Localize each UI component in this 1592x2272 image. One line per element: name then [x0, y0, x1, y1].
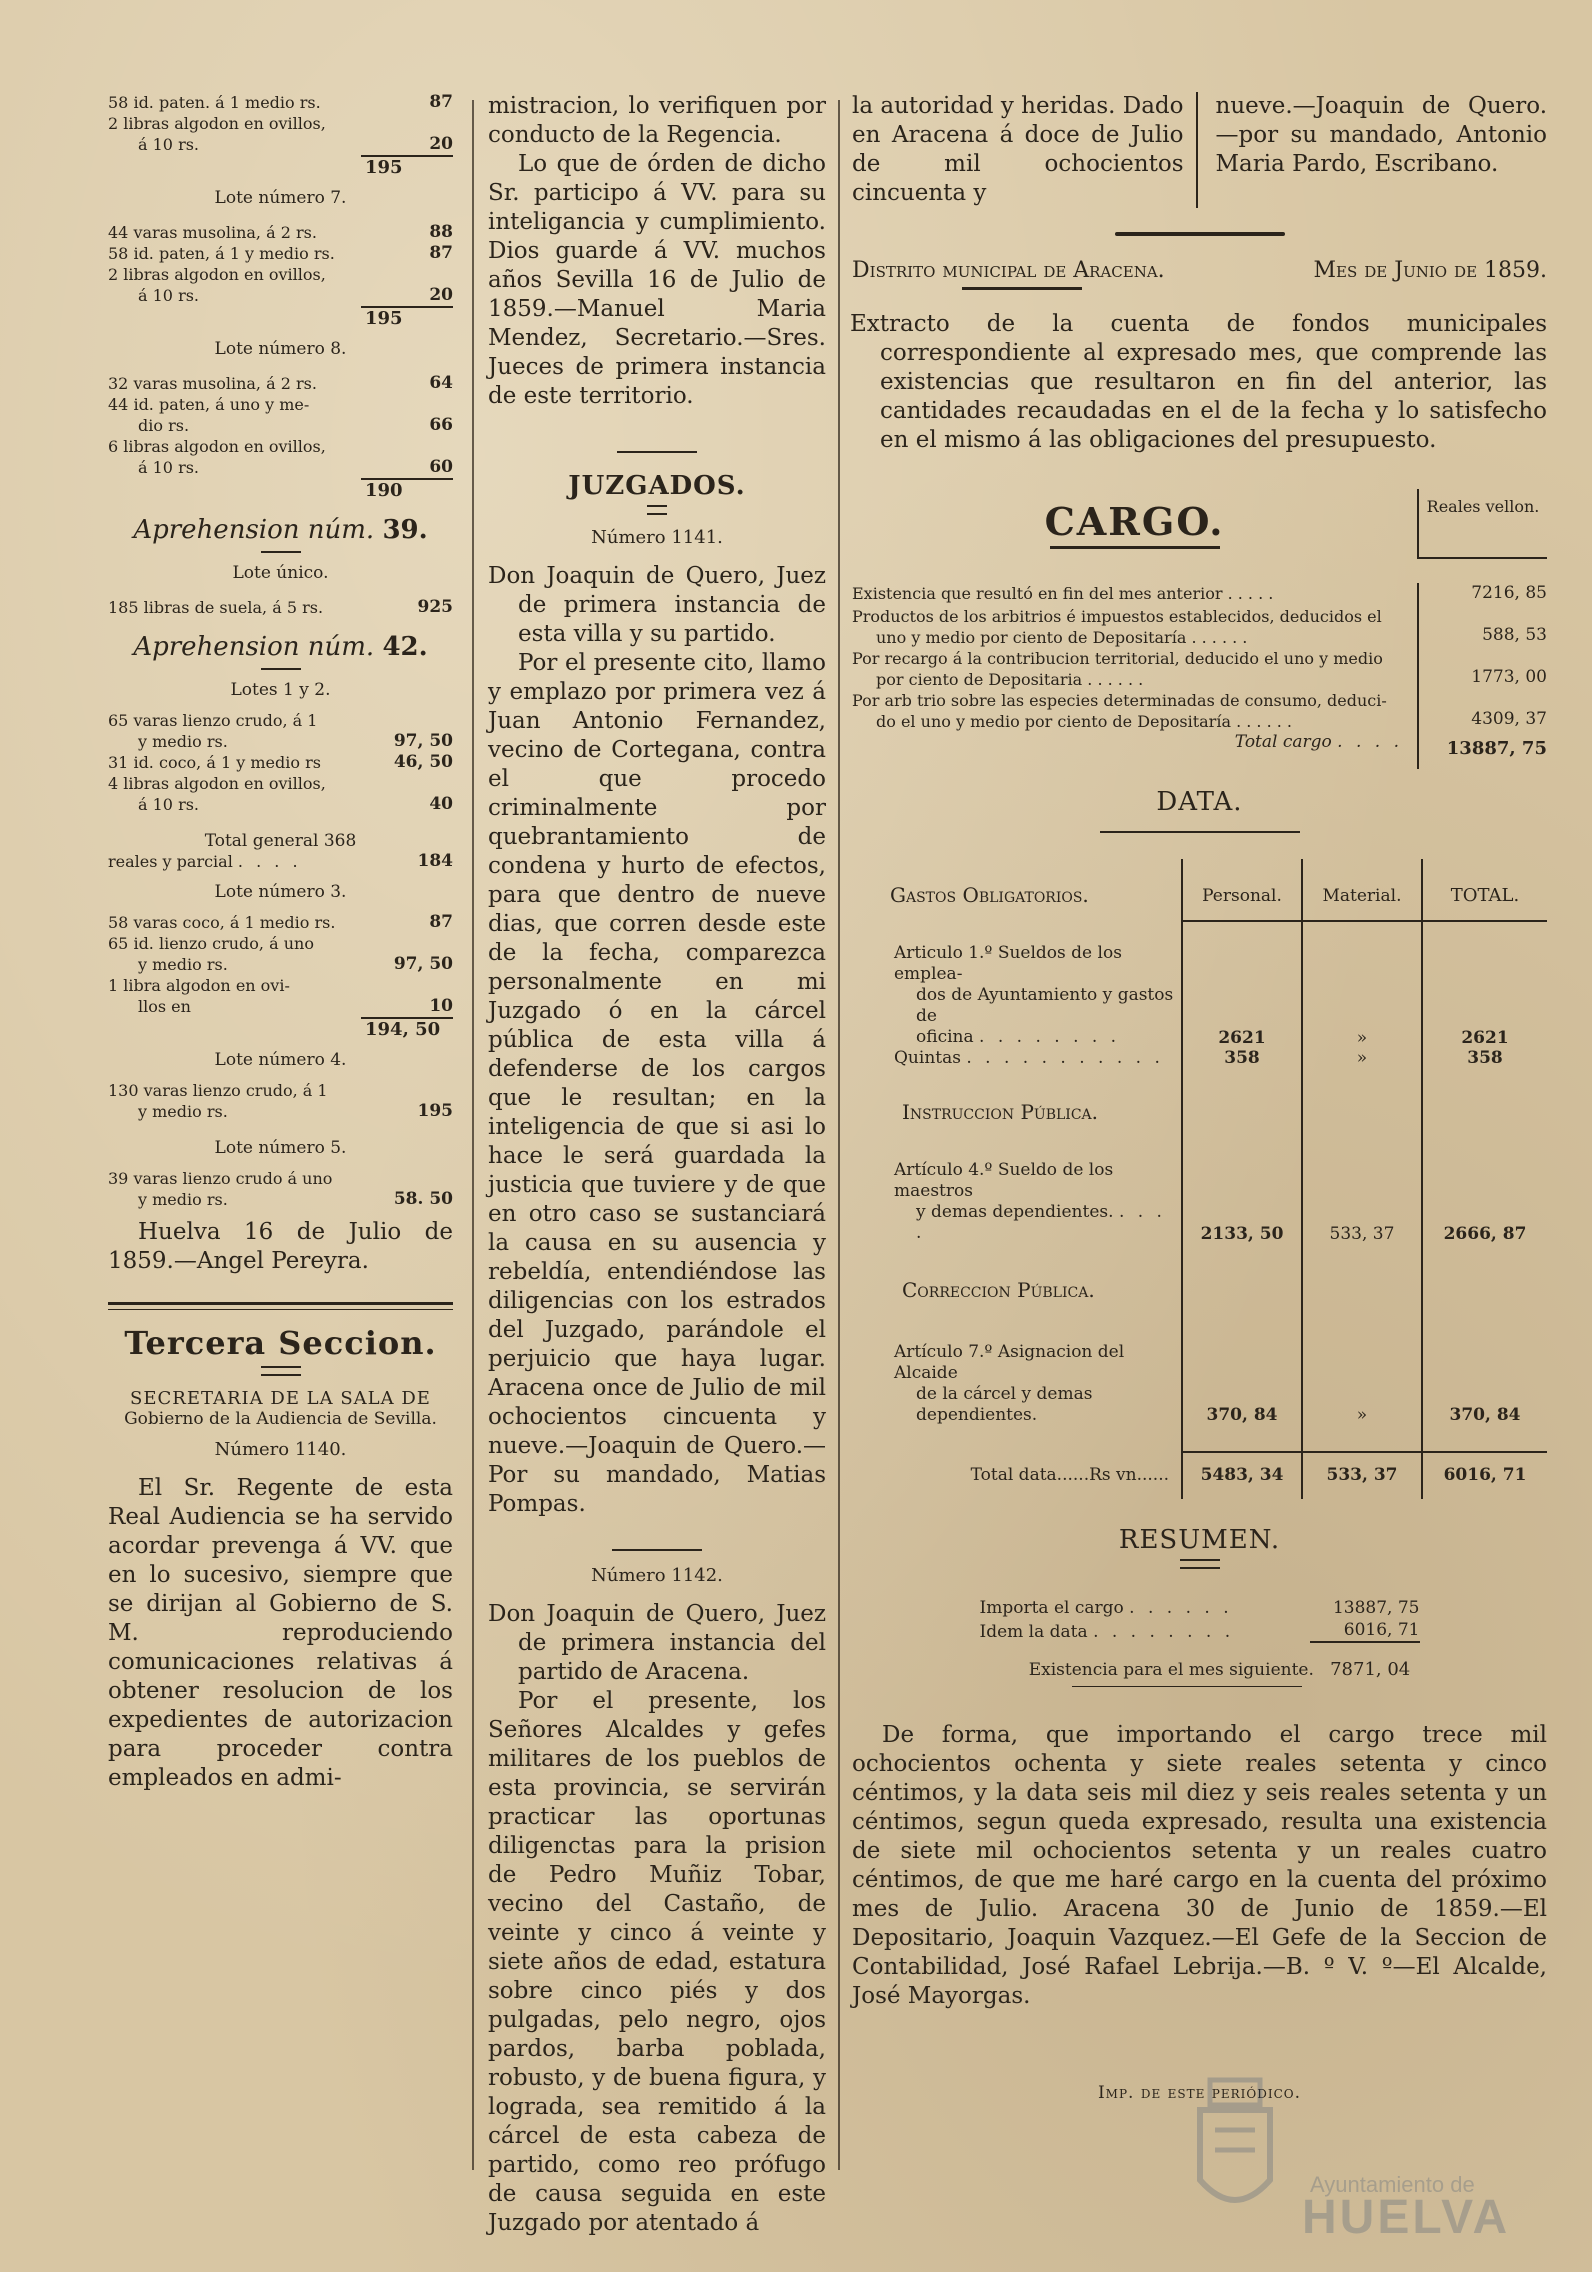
- item-desc: 4 libras algodon en ovillos,: [108, 774, 326, 793]
- item-desc: 65 id. lienzo crudo, á uno: [108, 934, 314, 953]
- list-item: [108, 1168, 453, 1189]
- instruccion-row: Instruccion Pública.: [852, 1068, 1547, 1160]
- cargo-value: 7216, 85: [1417, 583, 1547, 606]
- item-desc: 2 libras algodon en ovillos,: [108, 114, 326, 133]
- column-1: [108, 92, 453, 2212]
- item-desc: 44 id. paten, á uno y me-: [108, 395, 310, 414]
- divider: [647, 505, 667, 515]
- divider: [612, 1549, 702, 1551]
- cargo-desc: Productos de los arbitrios é impuestos establecidos, deducidos el uno y medio por ciento de Depositaría . . . . . .: [852, 607, 1382, 647]
- cargo-value: 588, 53: [1417, 606, 1547, 648]
- item-desc: 130 varas lienzo crudo, á 1: [108, 1081, 328, 1100]
- numero-1142: Número 1142.: [591, 1565, 723, 1586]
- data-title: DATA.: [1156, 787, 1243, 817]
- list-item: [108, 752, 453, 773]
- total-cargo-row: Total cargo . . . . 13887, 75: [852, 732, 1547, 769]
- item-value: 46, 50: [393, 752, 453, 772]
- item-desc: á 10 rs.: [138, 286, 200, 305]
- total-general-row: reales y parcial . . . . 184: [108, 851, 453, 871]
- item-desc: á 10 rs.: [138, 135, 200, 154]
- cargo-row: [852, 690, 1547, 732]
- list-item: [108, 1101, 453, 1122]
- aprehension-39: Aprehension núm. 39.: [133, 515, 428, 545]
- list-item: [108, 436, 453, 457]
- list-item: [108, 1189, 453, 1210]
- cargo-row: [852, 583, 1547, 606]
- section-title: Tercera Seccion.: [124, 1324, 437, 1362]
- lote-unico-title: Lote único.: [232, 563, 329, 583]
- lote-items: [108, 222, 453, 306]
- total-data-row: Total data......Rs vn...... 5483, 34 533, 37 6016, 71: [852, 1452, 1547, 1499]
- list-item: [108, 933, 453, 954]
- column-3: [852, 92, 1547, 2212]
- item-desc: 58 varas coco, á 1 medio rs.: [108, 913, 336, 932]
- list-item: [108, 373, 453, 394]
- item-desc: 65 varas lienzo crudo, á 1: [108, 711, 318, 730]
- cargo-desc: Por arb trio sobre las especies determinadas de consumo, deduci- do el uno y medio por ciento de Depositaría . . . . . .: [852, 691, 1387, 731]
- numero-1141: Número 1141.: [591, 527, 723, 548]
- lotes12-title: Lotes 1 y 2.: [230, 680, 331, 700]
- ornament: [1100, 831, 1300, 833]
- list-item: [108, 92, 453, 113]
- item-value: 88: [429, 222, 453, 242]
- cargo-row: [852, 648, 1547, 690]
- item-desc: 6 libras algodon en ovillos,: [108, 437, 326, 456]
- item-desc: y medio rs.: [138, 1190, 228, 1209]
- divider: [261, 668, 301, 670]
- col2-p3: Don Joaquin de Quero, Juez de primera instancia de esta villa y su partido.: [488, 563, 826, 647]
- item-desc: á 10 rs.: [138, 458, 200, 477]
- list-item: [108, 773, 453, 794]
- resumen-block: Importa el cargo . . . . . . 13887, 75 Idem la data . . . . . . . . 6016, 71: [979, 1598, 1420, 1642]
- data-header-row: Gastos Obligatorios. Personal. Material. TOTAL.: [852, 859, 1547, 921]
- item-value: 87: [429, 243, 453, 263]
- lotes12-items: [108, 710, 453, 815]
- ornament: [962, 287, 1082, 290]
- cargo-desc: Existencia que resultó en fin del mes anterior . . . . .: [852, 584, 1274, 603]
- item-desc: 2 libras algodon en ovillos,: [108, 265, 326, 284]
- col2-p5: Don Joaquin de Quero, Juez de primera instancia del partido de Aracena.: [488, 1601, 826, 1685]
- cargo-row: [852, 606, 1547, 648]
- list-item: [108, 394, 453, 415]
- col2-p1: mistracion, lo verifiquen por conducto de la Regencia.: [488, 93, 826, 148]
- extracto: Extracto de la cuenta de fondos municipales correspondiente al expresado mes, que comprende las existencias que resultaron en fin del anterior, las cantidades recaudadas en el de la fecha y lo satisfecho en el mismo á las obligaciones del presupuesto.: [850, 311, 1547, 453]
- top-items: [108, 92, 453, 155]
- divider: [261, 1366, 301, 1376]
- col2-p2: Lo que de órden de dicho Sr. participo á VV. para su inteligancia y cumplimiento. Dios guarde á VV. muchos años Sevilla 16 de Julio de 1859.—Manuel Maria Mendez, Secretario.—Sres. Jueces de primera instancia de este territorio.: [488, 151, 826, 409]
- item-desc: 1 libra algodon en ovi-: [108, 976, 290, 995]
- cargo-section: [852, 489, 1547, 769]
- data-table: [852, 859, 1547, 1499]
- column-2: [488, 92, 826, 2236]
- lote-unico-item: 185 libras de suela, á 5 rs. 925: [108, 597, 453, 617]
- col2-p4: Por el presente cito, llamo y emplazo por primera vez á Juan Antonio Fernandez, vecino de Cortegana, contra el que procedo criminalmente por quebrantamiento de condena y hurto de efectos, para que dentro de nueve dias, que corren desde este de la fecha, comparezca personalmente en mi Juzgado ó en la cárcel pública de esta villa á defenderse de los cargos que le resultan; en la inteligencia de que si asi lo hace le será guardada la justicia que tuviere y de que en otro caso se sustanciará la causa en su ausencia y rebeldía, entendiéndose las diligencias con los estrados del Juzgado, parándole el perjuicio que haya lugar. Aracena once de Julio de mil ochocientos cincuenta y nueve.—Joaquin de Quero.—Por su mandado, Matias Pompas.: [488, 650, 826, 1517]
- art1-row: Articulo 1.º Sueldos de los emplea- dos de Ayuntamiento y gastos de oficina . . . . . . . . 2621 » 2621: [852, 921, 1547, 1048]
- lote3-items: [108, 912, 453, 1017]
- section-rule: [108, 1302, 453, 1305]
- item-desc: 39 varas lienzo crudo á uno: [108, 1169, 333, 1188]
- item-desc: dio rs.: [138, 416, 190, 435]
- list-item: [108, 113, 453, 134]
- cargo-rows: [852, 583, 1547, 732]
- item-value: 58. 50: [393, 1189, 453, 1209]
- item-desc: 31 id. coco, á 1 y medio rs: [108, 753, 321, 772]
- item-value: 64: [429, 373, 453, 393]
- item-value: 97, 50: [393, 954, 453, 974]
- item-value: 87: [429, 92, 453, 112]
- cargo-desc: Por recargo á la contribucion territorial, deducido el uno y medio por ciento de Depositaria . . . . . .: [852, 649, 1383, 689]
- item-value: 20: [429, 285, 453, 305]
- continuation-block: [852, 92, 1547, 208]
- item-desc: 44 varas musolina, á 2 rs.: [108, 223, 317, 242]
- list-item: [108, 996, 453, 1017]
- existencia-row: Existencia para el mes siguiente. 7871, 04: [1028, 1659, 1411, 1680]
- secretaria-1: SECRETARIA DE LA SALA DE: [130, 1388, 431, 1409]
- lote-items: [108, 373, 453, 478]
- total-cargo-value: 13887, 75: [1446, 738, 1547, 759]
- secretaria-2: Gobierno de la Audiencia de Sevilla.: [124, 1409, 437, 1429]
- item-value: 10: [429, 996, 453, 1016]
- lote4-title: Lote número 4.: [214, 1050, 347, 1070]
- divider: [1180, 1559, 1220, 1569]
- divider: [617, 451, 697, 453]
- lote-title: Lote número 8.: [214, 339, 347, 359]
- ornament: [1050, 546, 1220, 549]
- list-item: [108, 1080, 453, 1101]
- cargo-title: CARGO.: [1044, 499, 1225, 544]
- lote4-items: [108, 1080, 453, 1122]
- item-desc: á 10 rs.: [138, 795, 200, 814]
- list-item: [108, 415, 453, 436]
- final-paragraph: De forma, que importando el cargo trece mil ochocientos ochenta y siete reales setenta y cinco céntimos, y la data seis mil diez y seis reales setenta y un céntimos, segun queda expresado, resulta una existencia de siete mil ochocientos setenta y un reales cuatro céntimos, de que me haré cargo en la cuenta del próximo mes de Julio. Aracena 30 de Junio de 1859.—El Depositario, Joaquin Vazquez.—El Gefe de la Seccion de Contabilidad, José Rafael Lebrija.—B. º V. º—El Alcalde, José Mayorgas.: [852, 1722, 1547, 2009]
- item-value: 97, 50: [393, 731, 453, 751]
- watermark-line2: HUELVA: [1302, 2191, 1511, 2244]
- list-item: [108, 975, 453, 996]
- list-item: [108, 912, 453, 933]
- list-item: [108, 134, 453, 155]
- item-value: 40: [429, 794, 453, 814]
- column-rule-2: [838, 100, 840, 2170]
- list-item: [108, 243, 453, 264]
- total-general-1: Total general 368: [204, 831, 357, 851]
- list-item: [108, 731, 453, 752]
- item-value: 60: [429, 457, 453, 477]
- list-item: [108, 264, 453, 285]
- juzgados-heading: JUZGADOS.: [568, 471, 746, 501]
- lote3-subtotal: 194, 50: [361, 1017, 453, 1040]
- divider: [1072, 1686, 1302, 1687]
- item-desc: 58 id. paten. á 1 medio rs.: [108, 93, 321, 112]
- divider: [261, 551, 301, 553]
- lote5-items: [108, 1168, 453, 1210]
- item-desc: 32 varas musolina, á 2 rs.: [108, 374, 317, 393]
- cargo-value: 4309, 37: [1417, 690, 1547, 732]
- coat-of-arms-icon: [1190, 2070, 1280, 2220]
- ornament: [1115, 232, 1285, 236]
- lote-title: Lote número 7.: [214, 188, 347, 208]
- item-desc: llos en: [138, 997, 191, 1016]
- continuation-left: la autoridad y heridas. Dado en Aracena á doce de Julio de mil ochocientos cincuenta y: [852, 92, 1198, 208]
- distrito-row: Distrito municipal de Aracena. Mes de Junio de 1859.: [852, 258, 1547, 283]
- correccion-row: Correccion Pública.: [852, 1244, 1547, 1342]
- item-value: 195: [417, 1101, 453, 1121]
- imprint: Imp. de este periódico.: [1097, 2083, 1302, 2103]
- item-value: 87: [429, 912, 453, 932]
- item-desc: y medio rs.: [138, 732, 228, 751]
- list-item: [108, 954, 453, 975]
- item-desc: 58 id. paten, á 1 y medio rs.: [108, 244, 335, 263]
- subtotal: 195: [361, 306, 453, 329]
- watermark-line1: Ayuntamiento de: [1310, 2172, 1475, 2197]
- cargo-value: 1773, 00: [1417, 648, 1547, 690]
- reales-vellon-header: Reales vellon.: [1426, 497, 1540, 516]
- art4-row: Artículo 4.º Sueldo de los maestros y demas dependientes. . . . . 2133, 50 533, 37 2666, 87: [852, 1160, 1547, 1244]
- item-value: 20: [429, 134, 453, 154]
- art7-row: Artículo 7.º Asignacion del Alcaide de la cárcel y demas dependientes. 370, 84 » 370, 84: [852, 1342, 1547, 1452]
- item-desc: y medio rs.: [138, 955, 228, 974]
- item-value: 66: [429, 415, 453, 435]
- resumen-title: RESUMEN.: [1118, 1525, 1281, 1555]
- quintas-row: Quintas . . . . . . . . . . . 358 » 358: [852, 1048, 1547, 1068]
- column-rule-1: [472, 100, 474, 2170]
- list-item: [108, 710, 453, 731]
- list-item: [108, 794, 453, 815]
- list-item: [108, 285, 453, 306]
- section-rule-thin: [108, 1309, 453, 1310]
- lotes-7-8: [108, 188, 453, 501]
- item-desc: y medio rs.: [138, 1102, 228, 1121]
- watermark: [1190, 2070, 1550, 2244]
- list-item: [108, 222, 453, 243]
- cargo-header: [852, 489, 1547, 559]
- continuation-right: nueve.—Joaquin de Quero.—por su mandado, Antonio Maria Pardo, Escribano.: [1215, 93, 1547, 177]
- signoff: Huelva 16 de Julio de 1859.—Angel Pereyra.: [108, 1219, 453, 1274]
- col2-p6: Por el presente, los Señores Alcaldes y gefes militares de los pueblos de esta provincia, se servirán practicar las oportunas diligenctas para la prision de Pedro Muñiz Tobar, vecino del Castaño, de veinte y cinco á veinte y siete años de edad, estatura sobre cinco piés y dos pulgadas, pelo negro, ojos pardos, barba poblada, robusto, y de buena figura, y lograda, sea remitido á la cárcel de esta cabeza de partido, como reo prófugo de causa seguida en este Juzgado por atentado á: [488, 1688, 826, 2236]
- subtotal: 190: [361, 478, 453, 501]
- subtotal: 195: [361, 155, 453, 178]
- numero-1140: Número 1140.: [214, 1439, 347, 1460]
- list-item: [108, 457, 453, 478]
- aprehension-42: Aprehension núm. 42.: [133, 632, 428, 662]
- regente-paragraph: El Sr. Regente de esta Real Audiencia se ha servido acordar prevenga á VV. que en lo sucesivo, siempre que se dirijan al Gobierno de S. M. reproduciendo comunicaciones relativas á obtener resolucion de los expedientes de autorizacion para proceder contra empleados en admi-: [108, 1475, 453, 1791]
- lote5-title: Lote número 5.: [214, 1138, 347, 1158]
- lote3-title: Lote número 3.: [214, 882, 347, 902]
